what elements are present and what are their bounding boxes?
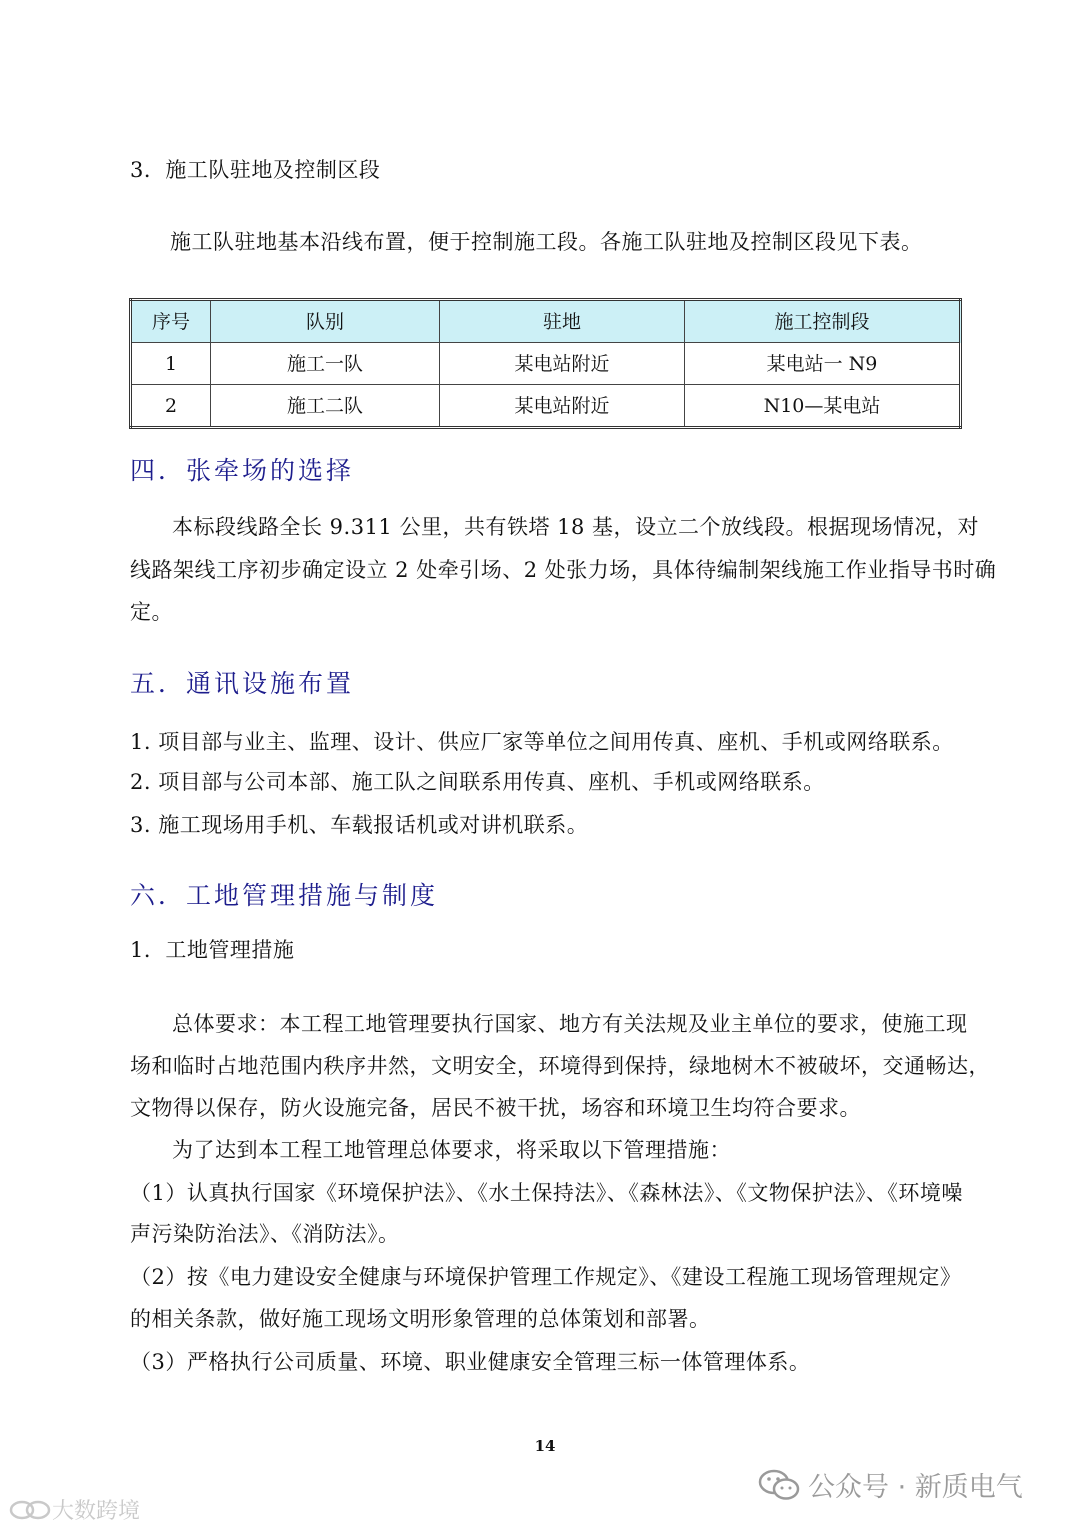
section-5-heading: 五．通讯设施布置 xyxy=(130,669,355,698)
paragraph-line: 为了达到本工程工地管理总体要求，将采取以下管理措施： xyxy=(172,1138,731,1162)
col-header-index: 序号 xyxy=(131,300,211,343)
col-header-control-section: 施工控制段 xyxy=(685,300,961,343)
cell-station: 某电站附近 xyxy=(440,343,685,385)
station-table xyxy=(129,298,962,429)
section-3-intro: 施工队驻地基本沿线布置，便于控制施工段。各施工队驻地及控制区段见下表。 xyxy=(170,230,923,254)
paragraph-line: 线路架线工序初步确定设立 2 处牵引场、2 处张力场，具体待编制架线施工作业指导书时确 xyxy=(130,558,997,582)
paragraph-line: 定。 xyxy=(130,600,173,624)
section-6-subheading: 1．工地管理措施 xyxy=(130,938,295,962)
watermark-left xyxy=(8,1494,140,1525)
watermark-right-text: 公众号 · 新质电气 xyxy=(808,1472,1023,1503)
paragraph-line: 场和临时占地范围内秩序井然，文明安全，环境得到保持，绿地树木不被破坏，交通畅达， xyxy=(130,1054,990,1078)
table-header-row xyxy=(131,300,961,343)
page-number: 14 xyxy=(534,1437,556,1455)
paragraph-line: （2）按《电力建设安全健康与环境保护管理工作规定》、《建设工程施工现场管理规定》 xyxy=(130,1265,962,1289)
paragraph-line: （3）严格执行公司质量、环境、职业健康安全管理三标一体管理体系。 xyxy=(130,1350,811,1374)
table-row xyxy=(131,385,961,428)
cell-control-section: 某电站一 N9 xyxy=(685,343,961,385)
cell-index: 1 xyxy=(131,343,211,385)
col-header-station: 驻地 xyxy=(440,300,685,343)
paragraph-line: 的相关条款，做好施工现场文明形象管理的总体策划和部署。 xyxy=(130,1307,711,1331)
section-4-heading: 四．张牵场的选择 xyxy=(130,456,355,485)
paragraph-line: （1）认真执行国家《环境保护法》、《水土保持法》、《森林法》、《文物保护法》、《环境噪 xyxy=(130,1181,963,1205)
list-item: 2. 项目部与公司本部、施工队之间联系用传真、座机、手机或网络联系。 xyxy=(130,770,825,794)
section-3-heading: 3．施工队驻地及控制区段 xyxy=(130,158,381,182)
paragraph-line: 本标段线路全长 9.311 公里，共有铁塔 18 基，设立二个放线段。根据现场情况，对 xyxy=(172,515,980,539)
section-6-heading: 六．工地管理措施与制度 xyxy=(130,881,439,910)
col-header-team: 队别 xyxy=(211,300,440,343)
cell-team: 施工一队 xyxy=(211,343,440,385)
cell-control-section: N10—某电站 xyxy=(685,385,961,428)
watermark-right xyxy=(758,1465,1023,1504)
paragraph-line: 总体要求：本工程工地管理要执行国家、地方有关法规及业主单位的要求，使施工现 xyxy=(172,1012,968,1036)
paragraph-line: 声污染防治法》、《消防法》。 xyxy=(130,1222,400,1246)
list-item: 3. 施工现场用手机、车载报话机或对讲机联系。 xyxy=(130,813,589,837)
paragraph-line: 文物得以保存，防火设施完备，居民不被干扰，场容和环境卫生均符合要求。 xyxy=(130,1096,861,1120)
watermark-left-text: 大数跨境 xyxy=(52,1499,141,1524)
cell-index: 2 xyxy=(131,385,211,428)
link-icon xyxy=(8,1498,52,1522)
cell-station: 某电站附近 xyxy=(440,385,685,428)
table-row xyxy=(131,343,961,385)
cell-team: 施工二队 xyxy=(211,385,440,428)
list-item: 1. 项目部与业主、监理、设计、供应厂家等单位之间用传真、座机、手机或网络联系。 xyxy=(130,730,954,754)
wechat-icon xyxy=(758,1468,800,1502)
